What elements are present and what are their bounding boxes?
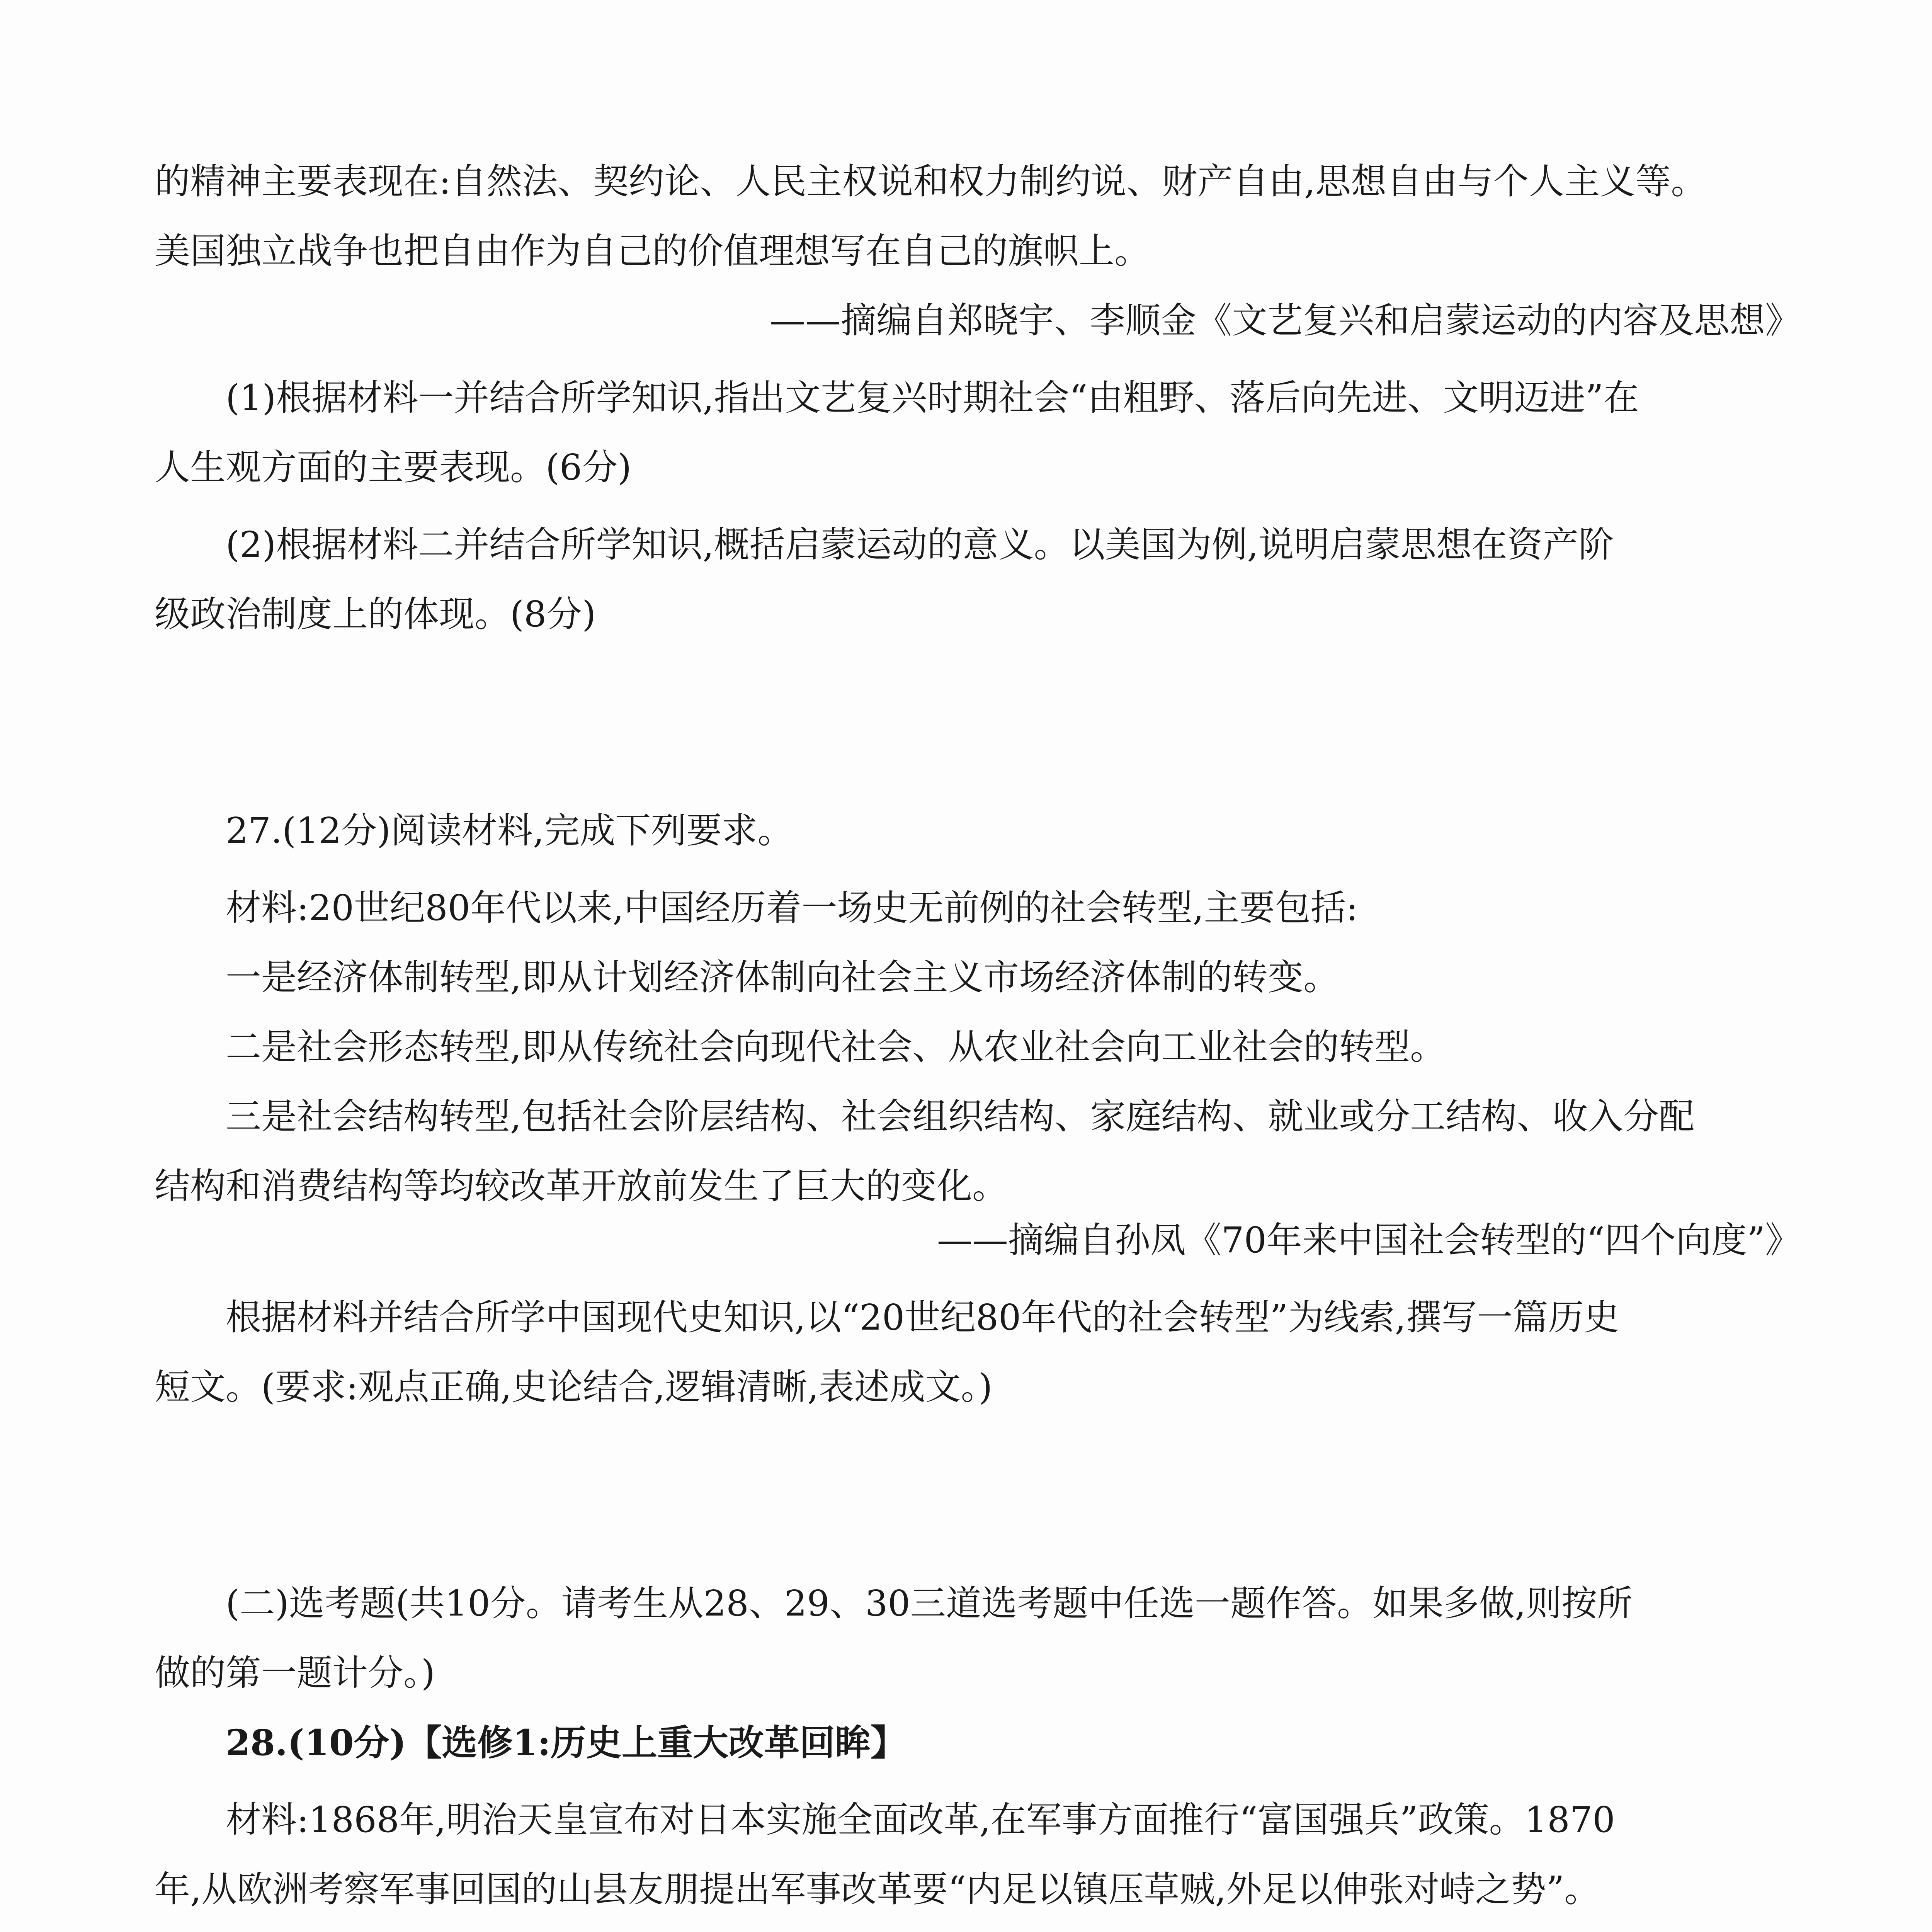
q27-item-3-line-1: 三是社会结构转型,包括社会阶层结构、社会组织结构、家庭结构、就业或分工结构、收入分配 [226, 1096, 1695, 1137]
q26-part2-line-2: 级政治制度上的体现。(8分) [155, 594, 596, 635]
q27-item-3-line-2: 结构和消费结构等均较改革开放前发生了巨大的变化。 [155, 1165, 1008, 1207]
question-26-parts [155, 371, 1801, 641]
q28-material-line-2: 年,从欧洲考察军事回国的山县友朋提出军事改革要“内足以镇压草贼,外足以伸张对峙之势”。 [155, 1869, 1600, 1910]
q28-material-line-1: 材料:1868年,明治天皇宣布对日本实施全面改革,在军事方面推行“富国强兵”政策。1870 [226, 1799, 1615, 1840]
question-27 [155, 804, 1801, 1414]
q28-header: 28.(10分)【选修1:历史上重大改革回眸】 [226, 1722, 906, 1764]
q27-source: ——摘编自孙凤《70年来中国社会转型的“四个向度”》 [937, 1219, 1801, 1261]
material-2-line-2: 美国独立战争也把自由作为自己的价值理想写在自己的旗帜上。 [155, 230, 1150, 272]
material-2-tail [155, 155, 1801, 348]
q27-item-2: 二是社会形态转型,即从传统社会向现代社会、从农业社会向工业社会的转型。 [226, 1026, 1446, 1068]
q27-header: 27.(12分)阅读材料,完成下列要求。 [226, 810, 793, 851]
section-2-line-1: (二)选考题(共10分。请考生从28、29、30三道选考题中任选一题作答。如果多做,则按所 [226, 1583, 1633, 1624]
section-2-instructions [155, 1577, 1801, 1700]
q26-part1-line-2: 人生观方面的主要表现。(6分) [155, 447, 632, 488]
q27-material-line-1: 材料:20世纪80年代以来,中国经历着一场史无前例的社会转型,主要包括: [226, 887, 1358, 929]
material-2-line-1: 的精神主要表现在:自然法、契约论、人民主权说和权力制约说、财产自由,思想自由与个人主义等。 [155, 161, 1707, 202]
q26-part2-line-1: (2)根据材料二并结合所学知识,概括启蒙运动的意义。以美国为例,说明启蒙思想在资产阶 [226, 524, 1614, 565]
q27-task-line-1: 根据材料并结合所学中国现代史知识,以“20世纪80年代的社会转型”为线索,撰写一篇历史 [226, 1297, 1619, 1338]
q27-task-line-2: 短文。(要求:观点正确,史论结合,逻辑清晰,表述成文。) [155, 1366, 993, 1408]
section-2-line-2: 做的第一题计分。) [155, 1652, 435, 1694]
q27-item-1: 一是经济体制转型,即从计划经济体制向社会主义市场经济体制的转变。 [226, 957, 1339, 998]
q26-part1-line-1: (1)根据材料一并结合所学知识,指出文艺复兴时期社会“由粗野、落后向先进、文明迈进”在 [226, 377, 1639, 418]
material-2-source: ——摘编自郑晓宇、李顺金《文艺复兴和启蒙运动的内容及思想》 [769, 300, 1801, 341]
question-28 [155, 1716, 1801, 1932]
page-content [155, 155, 1801, 1932]
